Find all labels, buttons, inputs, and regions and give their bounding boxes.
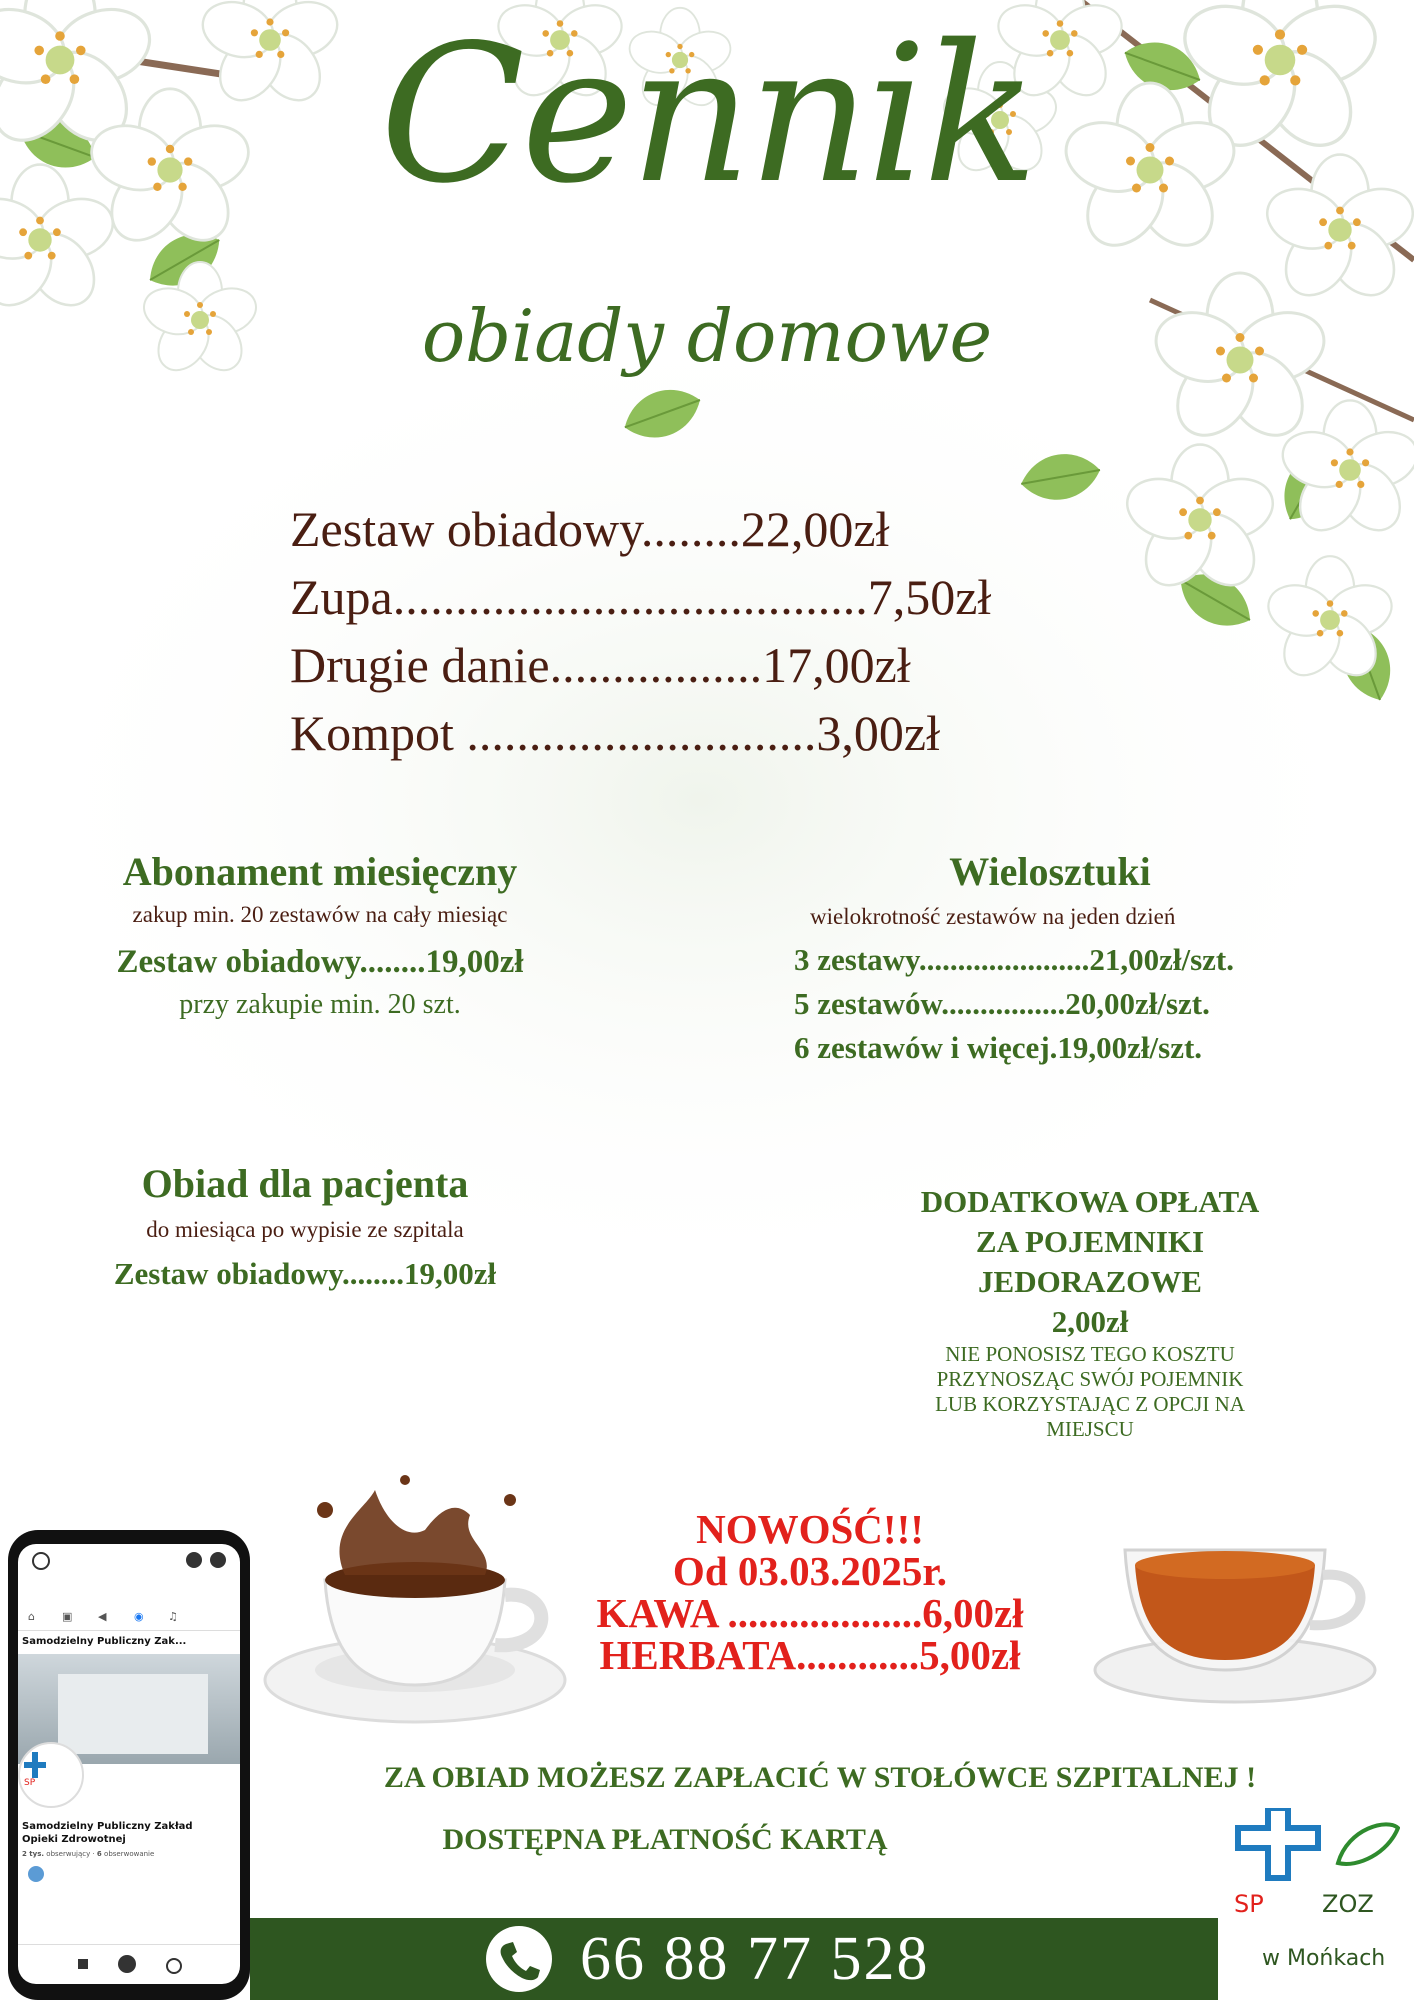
news-tea-price: HERBATA............5,00zł <box>599 1632 1021 1678</box>
container-fee-note: LUB KORZYSTAJĄC Z OPCJI NA <box>935 1392 1245 1416</box>
followers-count: 2 tys. <box>22 1850 45 1858</box>
container-fee-price: 2,00zł <box>1051 1304 1129 1339</box>
bottom-nav <box>18 1944 240 1984</box>
price-row-main: Drugie danie.................17,00zł <box>290 637 911 693</box>
patient-title: Obiad dla pacjenta <box>141 1161 469 1206</box>
page-title: Cennik <box>379 4 1035 225</box>
avatar[interactable] <box>18 1742 84 1808</box>
news-coffee-price: KAWA ...................6,00zł <box>596 1590 1024 1636</box>
feed-icon[interactable]: ▣ <box>62 1610 73 1623</box>
payment-info: ZA OBIAD MOŻESZ ZAPŁACIĆ W STOŁÓWCE SZPITALNEJ ! <box>383 1761 1257 1794</box>
container-fee-note: MIEJSCU <box>1046 1417 1134 1441</box>
more-icon[interactable] <box>210 1552 226 1568</box>
tea-cup-icon <box>1085 1520 1385 1710</box>
patient-desc: do miesiąca po wypisie ze szpitala <box>146 1217 464 1242</box>
container-fee-section <box>820 1182 1360 1442</box>
user-dot-icon <box>28 1866 44 1882</box>
subscription-section <box>40 848 600 1020</box>
price-row-soup: Zupa......................................7,50zł <box>290 569 992 625</box>
news-headline: NOWOŚĆ!!! <box>696 1506 924 1552</box>
megaphone-icon[interactable]: ◀ <box>98 1610 107 1623</box>
subscription-note: przy zakupie min. 20 szt. <box>179 989 461 1020</box>
patient-price: Zestaw obiadowy........19,00zł <box>113 1256 497 1291</box>
container-fee-note: PRZYNOSZĄC SWÓJ POJEMNIK <box>936 1367 1244 1391</box>
cross-horizontal <box>24 1762 46 1768</box>
building-image <box>58 1674 208 1754</box>
profile-icon[interactable]: ◉ <box>134 1610 144 1623</box>
news-section <box>540 1508 1080 1676</box>
patient-section <box>40 1160 570 1296</box>
phone-icon <box>480 1924 558 1994</box>
price-row-set: Zestaw obiadowy........22,00zł <box>290 501 890 557</box>
news-date: Od 03.03.2025r. <box>672 1548 948 1594</box>
price-list <box>290 495 1010 767</box>
container-fee-line: DODATKOWA OPŁATA <box>920 1184 1260 1219</box>
multi-row: 6 zestawów i więcej.19,00zł/szt. <box>794 1030 1203 1065</box>
messenger-icon[interactable] <box>186 1552 202 1568</box>
followers-label: obserwujący <box>46 1850 91 1858</box>
bell-icon[interactable]: ♫ <box>168 1610 178 1623</box>
following-count: 6 <box>96 1850 102 1858</box>
subscription-title: Abonament miesięczny <box>122 849 518 894</box>
multi-title: Wielosztuki <box>949 849 1151 894</box>
page-name: Samodzielny Publiczny Zak... <box>22 1636 187 1647</box>
coffee-cup-icon <box>255 1470 585 1730</box>
facebook-nav <box>18 1608 240 1631</box>
multi-row: 3 zestawy......................21,00zł/szt. <box>794 942 1234 977</box>
price-row-compote: Kompot ............................3,00zł <box>290 705 940 761</box>
multi-section <box>780 848 1380 1070</box>
smartphone-screen <box>18 1544 240 1984</box>
container-fee-line: JEDORAZOWE <box>978 1264 1202 1299</box>
page-subtitle: obiady domowe <box>421 294 993 378</box>
smartphone-mockup <box>8 1530 250 2000</box>
home-icon[interactable]: ⌂ <box>28 1610 35 1623</box>
logo-sp: SP <box>1234 1890 1264 1918</box>
follower-stats: 2 tys. obserwujący · 6 obserwowanie <box>22 1850 155 1858</box>
subscription-price: Zestaw obiadowy........19,00zł <box>116 944 524 980</box>
circle-nav-icon[interactable] <box>166 1958 182 1974</box>
logo-place: w Mońkach <box>1262 1946 1386 1971</box>
search-icon[interactable] <box>32 1552 50 1570</box>
profile-name <box>22 1820 236 1846</box>
container-fee-note: NIE PONOSISZ TEGO KOSZTU <box>945 1342 1235 1366</box>
profile-name-line: Samodzielny Publiczny Zakład <box>22 1821 193 1832</box>
logo-zoz: ZOZ <box>1322 1890 1374 1918</box>
subscription-desc: zakup min. 20 zestawów na cały miesiąc <box>132 902 508 927</box>
avatar-logo-text: SP <box>24 1778 36 1788</box>
card-payment-info: DOSTĘPNA PŁATNOŚĆ KARTĄ <box>442 1823 888 1856</box>
phone-number[interactable]: 66 88 77 528 <box>580 1925 930 1993</box>
multi-desc: wielokrotność zestawów na jeden dzień <box>810 904 1176 929</box>
profile-name-line: Opieki Zdrowotnej <box>22 1834 126 1845</box>
following-label: obserwowanie <box>104 1850 155 1858</box>
multi-row: 5 zestawów................20,00zł/szt. <box>794 986 1210 1021</box>
container-fee-line: ZA POJEMNIKI <box>975 1224 1205 1259</box>
add-icon[interactable] <box>118 1955 136 1973</box>
home-nav-icon[interactable] <box>78 1959 88 1969</box>
